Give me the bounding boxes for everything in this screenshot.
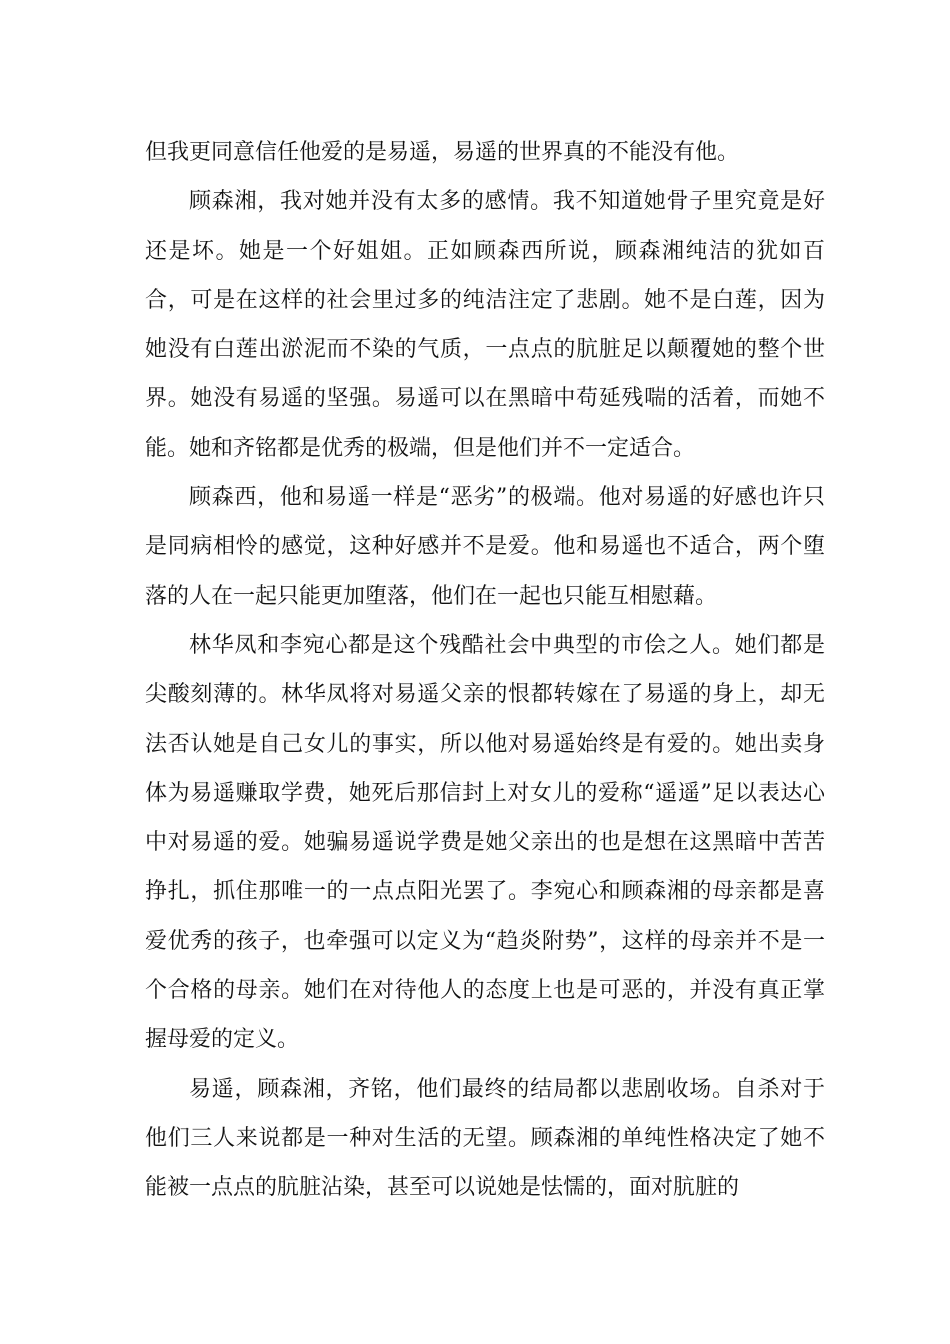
paragraph-endings: 易遥，顾森湘，齐铭，他们最终的结局都以悲剧收场。自杀对于他们三人来说都是一种对生活的无望。顾森湘的单纯性格决定了她不能被一点点的肮脏沾染，甚至可以说她是怯懦的，面对肮脏的 bbox=[145, 1076, 825, 1201]
paragraph-gu-senxiang: 顾森湘，我对她并没有太多的感情。我不知道她骨子里究竟是好还是坏。她是一个好姐姐。正如顾森西所说，顾森湘纯洁的犹如百合，可是在这样的社会里过多的纯洁注定了悲剧。她不是白莲，因为她没有白莲出淤泥而不染的气质，一点点的肮脏足以颠覆她的整个世界。她没有易遥的坚强。易遥可以在黑暗中苟延残喘的活着，而她不能。她和齐铭都是优秀的极端，但是他们并不一定适合。 bbox=[145, 189, 825, 461]
paragraph-gu-senxi: 顾森西，他和易遥一样是“恶劣”的极端。他对易遥的好感也许只是同病相怜的感觉，这种好感并不是爱。他和易遥也不适合，两个堕落的人在一起只能更加堕落，他们在一起也只能互相慰藉。 bbox=[145, 485, 825, 609]
paragraph-mothers: 林华凤和李宛心都是这个残酷社会中典型的市侩之人。她们都是尖酸刻薄的。林华凤将对易遥父亲的恨都转嫁在了易遥的身上，却无法否认她是自己女儿的事实，所以他对易遥始终是有爱的。她出卖身体为易遥赚取学费，她死后那信封上对女儿的爱称“遥遥”足以表达心中对易遥的爱。她骗易遥说学费是她父亲出的也是想在这黑暗中苦苦挣扎，抓住那唯一的一点点阳光罢了。李宛心和顾森湘的母亲都是喜爱优秀的孩子，也牵强可以定义为“趋炎附势”，这样的母亲并不是一个合格的母亲。她们在对待他人的态度上也是可恶的，并没有真正掌握母爱的定义。 bbox=[145, 632, 825, 1053]
document-body bbox=[145, 128, 825, 1213]
paragraph-continuation: 但我更同意信任他爱的是易遥，易遥的世界真的不能没有他。 bbox=[145, 140, 740, 165]
